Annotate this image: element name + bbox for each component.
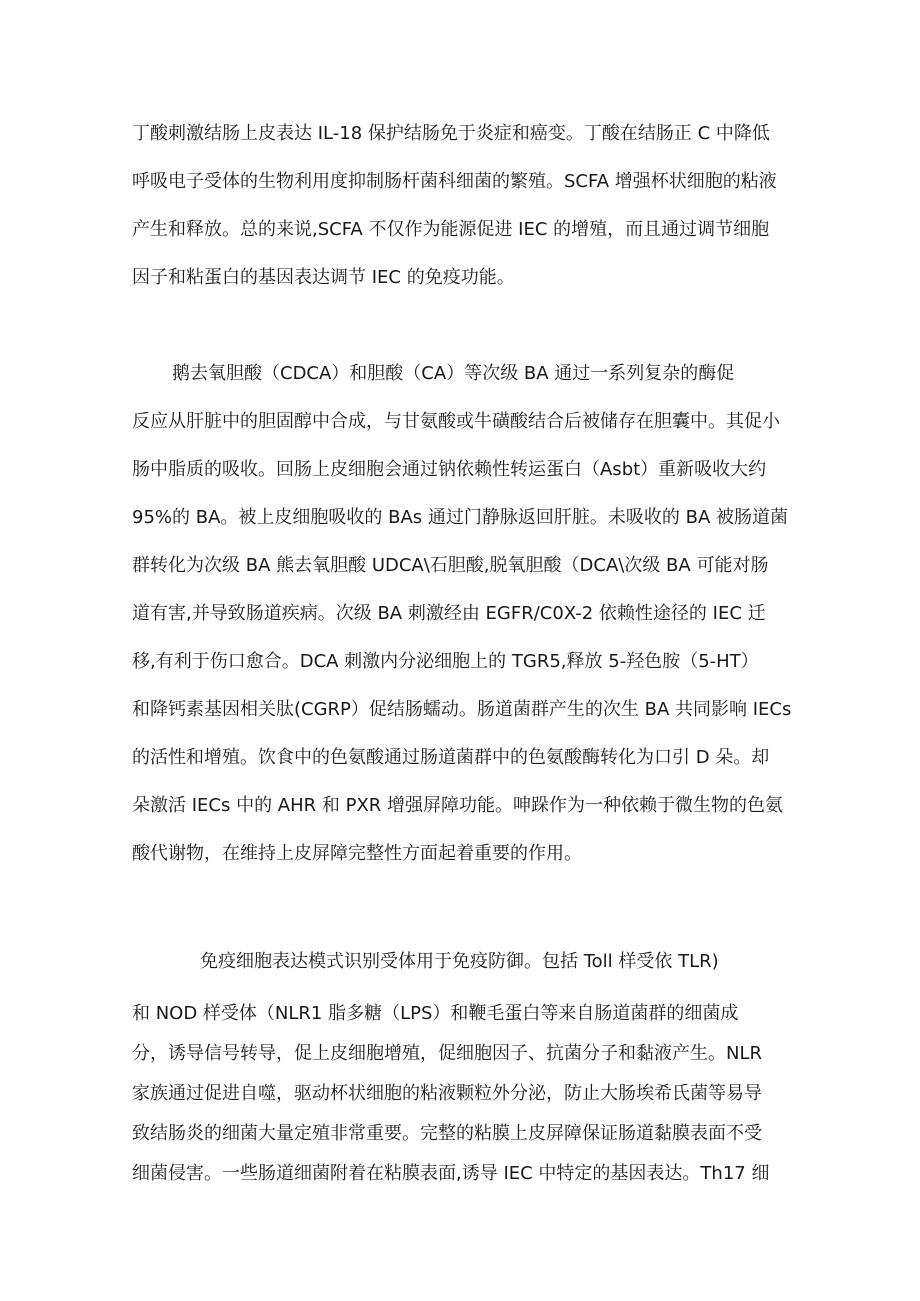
paragraph-line: 产生和释放。总的来说,SCFA 不仅作为能源促进 IEC 的增殖，而且通过调节细胞 <box>132 219 770 240</box>
paragraph-line: 移,有利于伤口愈合。DCA 刺激内分泌细胞上的 TGR5,释放 5-羟色胺（5-HT） <box>132 651 759 672</box>
paragraph-line: 肠中脂质的吸收。回肠上皮细胞会通过钠依赖性转运蛋白（Asbt）重新吸收大约 <box>132 459 767 480</box>
paragraph-line: 分，诱导信号转导，促上皮细胞增殖，促细胞因子、抗菌分子和黏液产生。NLR <box>132 1043 762 1064</box>
paragraph-line: 因子和粘蛋白的基因表达调节 IEC 的免疫功能。 <box>132 267 515 288</box>
paragraph-line: 朵激活 IECs 中的 AHR 和 PXR 增强屏障功能。呻跺作为一种依赖于微生物的色氨 <box>132 795 784 816</box>
paragraph-line: 和降钙素基因相关肽(CGRP）促结肠蠕动。肠道菌群产生的次生 BA 共同影响 IECs <box>132 699 792 720</box>
paragraph-line: 鹅去氧胆酸（CDCA）和胆酸（CA）等次级 BA 通过一系列复杂的酶促 <box>172 363 735 384</box>
paragraph-line: 致结肠炎的细菌大量定殖非常重要。完整的粘膜上皮屏障保证肠道黏膜表面不受 <box>132 1123 762 1144</box>
paragraph-line: 家族通过促进自噬，驱动杯状细胞的粘液颗粒外分泌，防止大肠埃希氏菌等易导 <box>132 1083 762 1104</box>
paragraph-line: 的活性和增殖。饮食中的色氨酸通过肠道菌群中的色氨酸酶转化为口引 D 朵。却 <box>132 747 770 768</box>
paragraph-line: 细菌侵害。一些肠道细菌附着在粘膜表面,诱导 IEC 中特定的基因表达。Th17 细 <box>132 1163 770 1184</box>
paragraph-line: 丁酸刺激结肠上皮表达 IL-18 保护结肠免于炎症和癌变。丁酸在结肠正 C 中降低 <box>132 123 770 144</box>
paragraph-line: 酸代谢物，在维持上皮屏障完整性方面起着重要的作用。 <box>132 843 582 864</box>
paragraph-line: 反应从肝脏中的胆固醇中合成，与甘氨酸或牛磺酸结合后被储存在胆囊中。其促小 <box>132 411 780 432</box>
paragraph-line: 呼吸电子受体的生物利用度抑制肠杆菌科细菌的繁殖。SCFA 增强杯状细胞的粘液 <box>132 171 777 192</box>
paragraph-line: 道有害,并导致肠道疾病。次级 BA 刺激经由 EGFR/C0X-2 依赖性途径的 IEC 迁 <box>132 603 766 624</box>
paragraph-line: 95%的 BA。被上皮细胞吸收的 BAs 通过门静脉返回肝脏。未吸收的 BA 被肠道菌 <box>132 507 788 528</box>
paragraph-line: 群转化为次级 BA 熊去氧胆酸 UDCA\石胆酸,脱氧胆酸（DCA\次级 BA 可能对肠 <box>132 555 769 576</box>
paragraph-line: 免疫细胞表达模式识别受体用于免疫防御。包括 Toll 样受依 TLR) <box>200 951 719 972</box>
paragraph-line: 和 NOD 样受体（NLR1 脂多糖（LPS）和鞭毛蛋白等来自肠道菌群的细菌成 <box>132 1003 739 1024</box>
